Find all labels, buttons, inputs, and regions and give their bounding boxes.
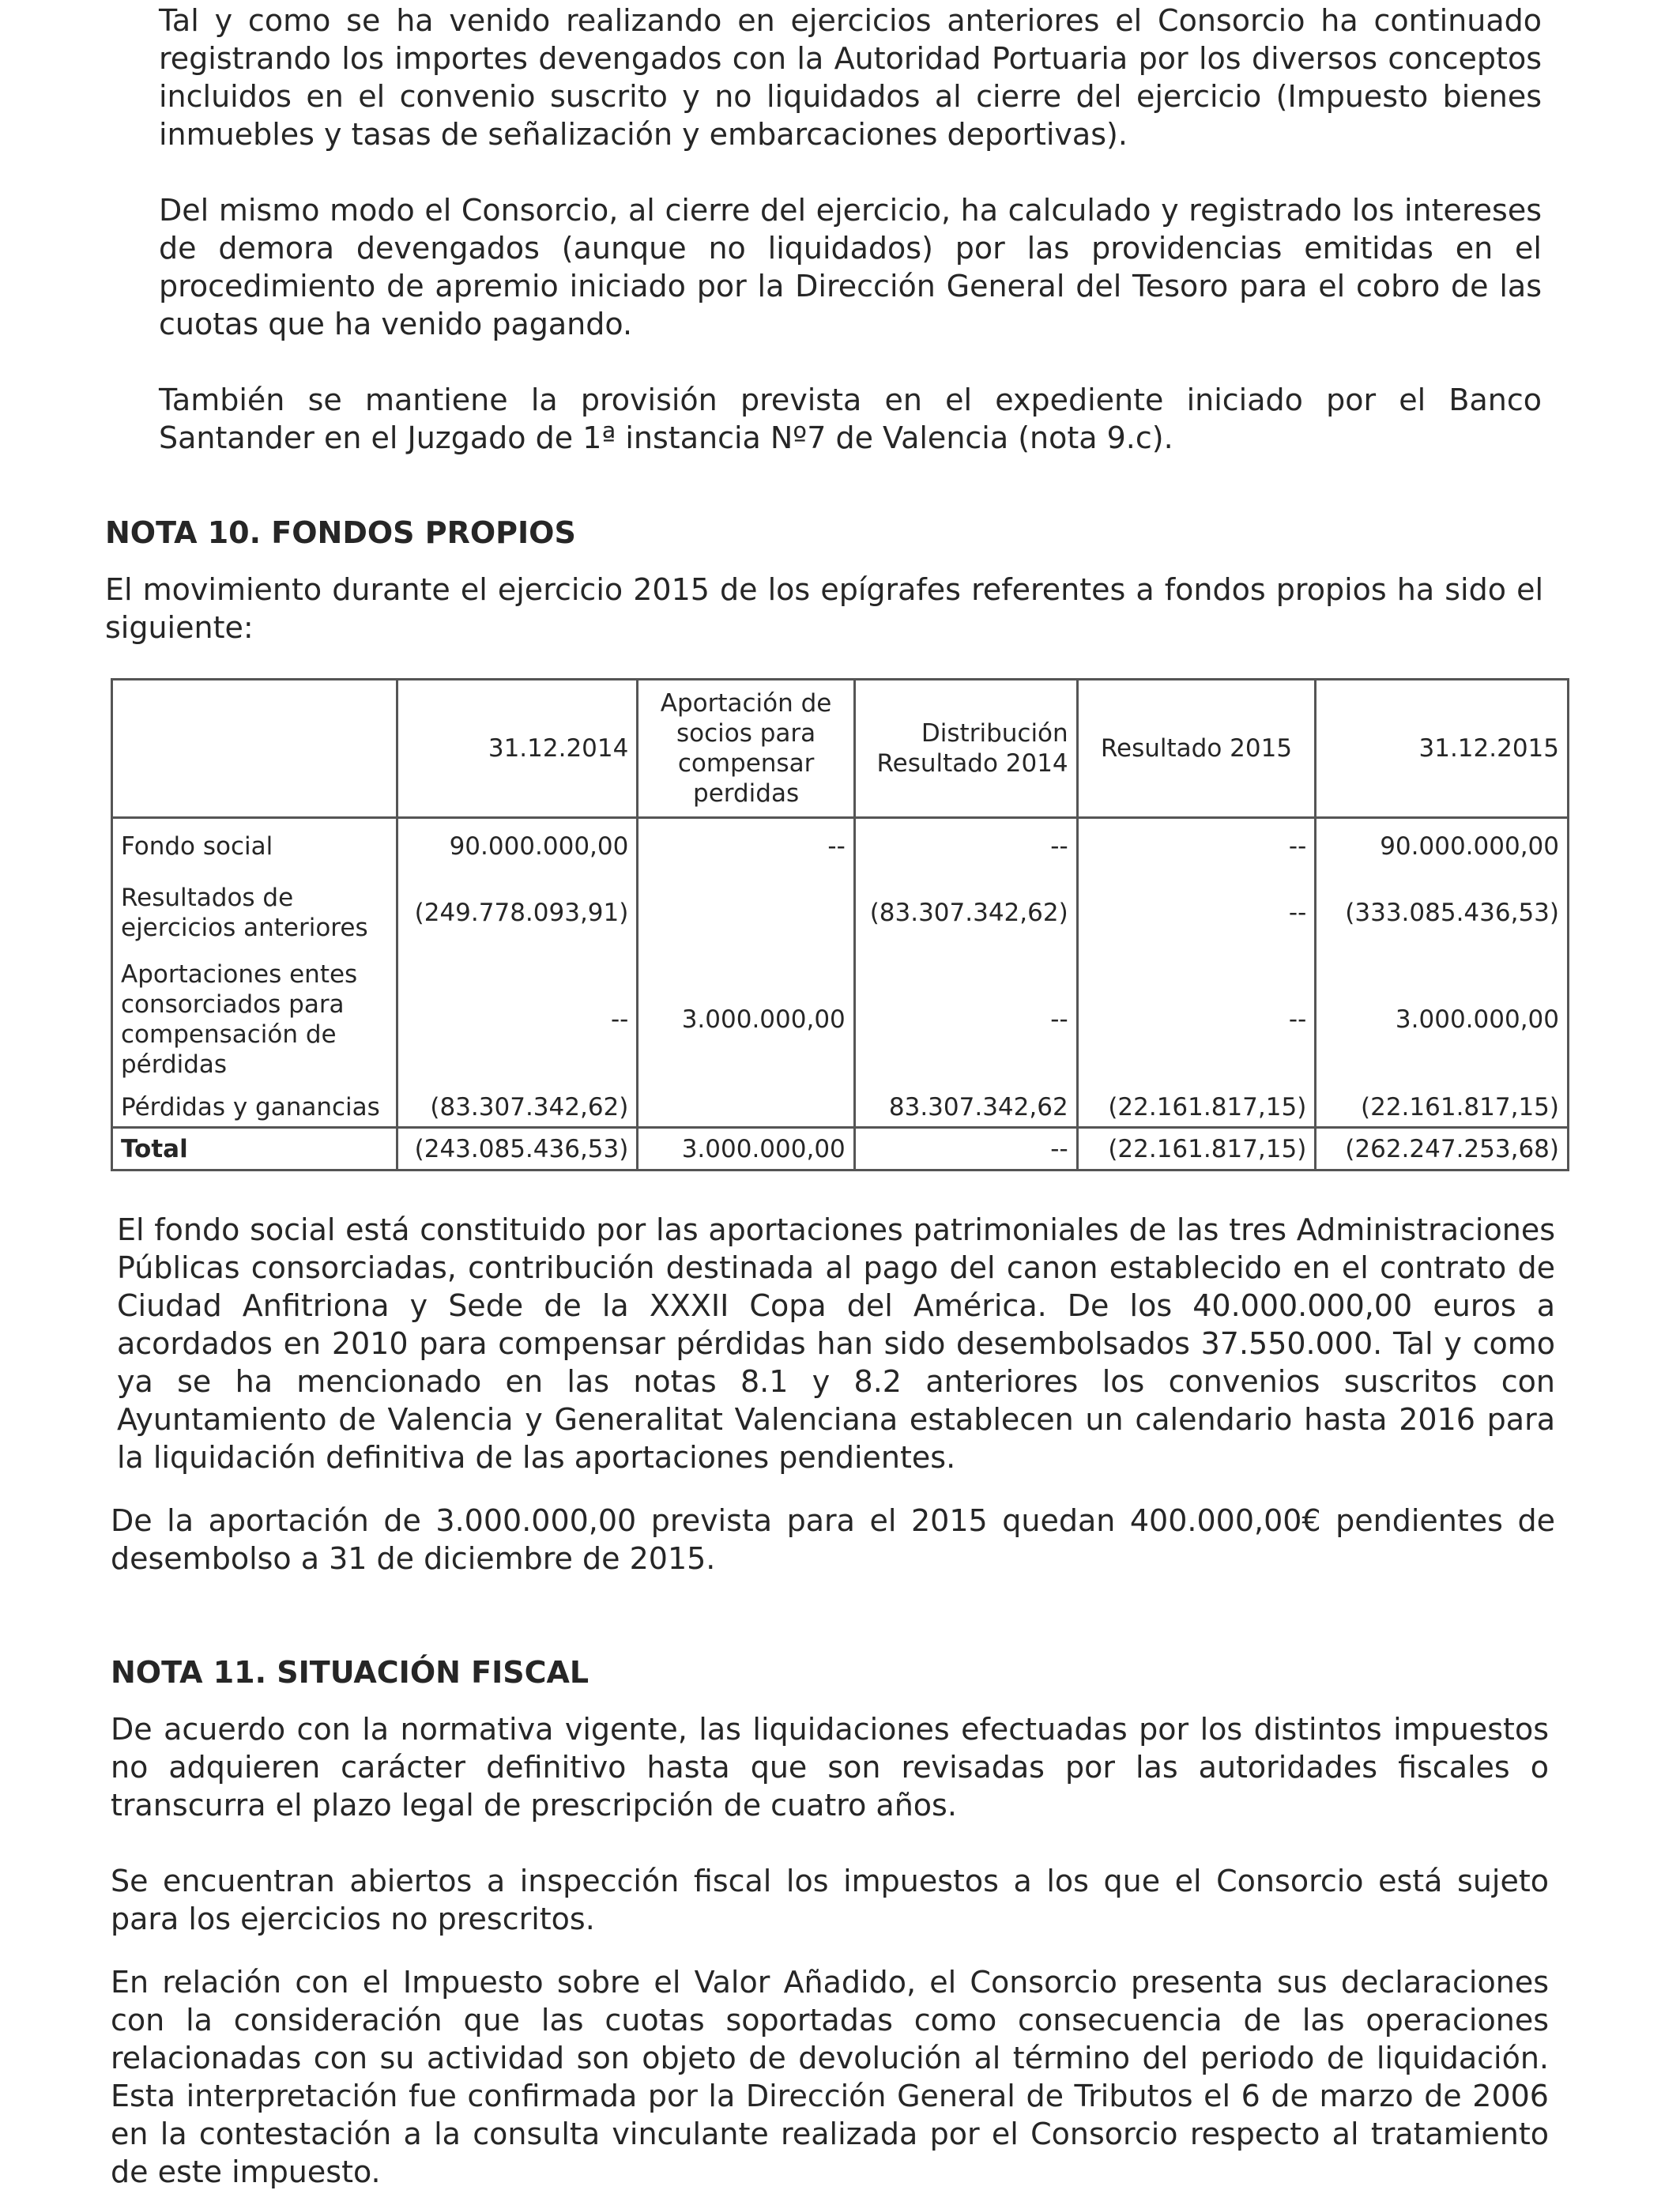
row-label: Resultados de ejercicios anteriores [112,875,397,951]
nota11-paragraph-2: Se encuentran abiertos a inspección fiscal los impuestos a los que el Consorcio está sujeto para los ejercicios no prescritos. [111,1864,1549,1936]
nota10-paragraph-block-2 [111,1502,1555,1578]
table-cell: -- [854,951,1077,1088]
total-label: Total [112,1128,397,1171]
row-label: Pérdidas y ganancias [112,1088,397,1128]
nota11-heading: NOTA 11. SITUACIÓN FISCAL [111,1655,590,1690]
nota10-paragraph-block-1 [117,1211,1555,1476]
fondos-propios-table [111,678,1569,1171]
nota11-heading-block [111,1653,1549,1691]
nota10-paragraph-2: De la aportación de 3.000.000,00 prevista para el 2015 quedan 400.000,00€ pendientes de desembolso a 31 de diciembre de 2015. [111,1503,1555,1576]
nota11-paragraph-3: En relación con el Impuesto sobre el Valor Añadido, el Consorcio presenta sus declaraciones con la consideración que las cuotas soportadas como consecuencia de las operaciones relacionadas con su actividad son objeto de devolución al término del periodo de liquidación. Esta interpretación fue confirmada por la Dirección General de Tributos el 6 de marzo de 2006 en la contestación a la consulta vinculante realizada por el Consorcio respecto al tratamiento de este impuesto. [111,1965,1549,2189]
table-cell [638,875,854,951]
table-cell: -- [638,818,854,875]
row-label: Aportaciones entes consorciados para compensación de pérdidas [112,951,397,1088]
nota10-intro: El movimiento durante el ejercicio 2015 de los epígrafes referentes a fondos propios ha sido el siguiente: [105,572,1543,645]
table-cell: 3.000.000,00 [638,951,854,1088]
nota11-paragraph-block-1 [111,1710,1549,1824]
nota10-heading: NOTA 10. FONDOS PROPIOS [105,515,576,550]
table-cell: -- [397,951,638,1088]
intro-section [159,2,1542,153]
table-header-2015: 31.12.2015 [1316,680,1569,818]
table-cell: (333.085.436,53) [1316,875,1569,951]
intro-section-3 [159,381,1542,457]
table-cell: -- [854,818,1077,875]
table-cell: (83.307.342,62) [397,1088,638,1128]
table-cell: -- [1077,951,1316,1088]
nota10-intro-block [105,571,1543,647]
table-cell [638,1088,854,1128]
table-cell: -- [1077,818,1316,875]
table-cell: -- [854,1128,1077,1171]
table-cell: 83.307.342,62 [854,1088,1077,1128]
table-cell: 90.000.000,00 [1316,818,1569,875]
table-cell: (22.161.817,15) [1077,1128,1316,1171]
table-row [112,818,1569,875]
nota11-paragraph-block-3 [111,1963,1549,2191]
table-row [112,951,1569,1088]
table-header-distribucion: Distribución Resultado 2014 [854,680,1077,818]
table-cell: (22.161.817,15) [1316,1088,1569,1128]
table-header-aportacion: Aportación de socios para compensar perdidas [638,680,854,818]
table-row [112,875,1569,951]
table-cell: (22.161.817,15) [1077,1088,1316,1128]
intro-paragraph-2: Del mismo modo el Consorcio, al cierre del ejercicio, ha calculado y registrado los intereses de demora devengados (aunque no liquidados) por las providencias emitidas en el procedimiento de apremio iniciado por la Dirección General del Tesoro para el cobro de las cuotas que ha venido pagando. [159,193,1542,341]
table-row [112,1088,1569,1128]
table-cell: 3.000.000,00 [638,1128,854,1171]
table-cell: (243.085.436,53) [397,1128,638,1171]
table-cell: (83.307.342,62) [854,875,1077,951]
table-total-row [112,1128,1569,1171]
intro-section-2 [159,191,1542,343]
table-header-2014: 31.12.2014 [397,680,638,818]
nota11-paragraph-block-2 [111,1862,1549,1938]
table-header-row [112,680,1569,818]
table-cell: 3.000.000,00 [1316,951,1569,1088]
table-header-empty [112,680,397,818]
table-cell: (249.778.093,91) [397,875,638,951]
table-cell: (262.247.253,68) [1316,1128,1569,1171]
table-cell: -- [1077,875,1316,951]
nota11-paragraph-1: De acuerdo con la normativa vigente, las liquidaciones efectuadas por los distintos impuestos no adquieren carácter definitivo hasta que son revisadas por las autoridades fiscales o transcurra el plazo legal de prescripción de cuatro años. [111,1712,1549,1823]
intro-paragraph-1: Tal y como se ha venido realizando en ejercicios anteriores el Consorcio ha continuado registrando los importes devengados con la Autoridad Portuaria por los diversos conceptos incluidos en el convenio suscrito y no liquidados al cierre del ejercicio (Impuesto bienes inmuebles y tasas de señalización y embarcaciones deportivas). [159,3,1542,152]
intro-paragraph-3: También se mantiene la provisión prevista en el expediente iniciado por el Banco Santander en el Juzgado de 1ª instancia Nº7 de Valencia (nota 9.c). [159,383,1542,455]
table-cell: 90.000.000,00 [397,818,638,875]
nota10-heading-block [105,514,1543,552]
nota10-paragraph-1: El fondo social está constituido por las aportaciones patrimoniales de las tres Administraciones Públicas consorciadas, contribución destinada al pago del canon establecido en el contrato de Ciudad Anfitriona y Sede de la XXXII Copa del América. De los 40.000.000,00 euros a acordados en 2010 para compensar pérdidas han sido desembolsados 37.550.000. Tal y como ya se ha mencionado en las notas 8.1 y 8.2 anteriores los convenios suscritos con Ayuntamiento de Valencia y Generalitat Valenciana establecen un calendario hasta 2016 para la liquidación definitiva de las aportaciones pendientes. [117,1212,1555,1475]
table-header-resultado: Resultado 2015 [1077,680,1316,818]
row-label: Fondo social [112,818,397,875]
